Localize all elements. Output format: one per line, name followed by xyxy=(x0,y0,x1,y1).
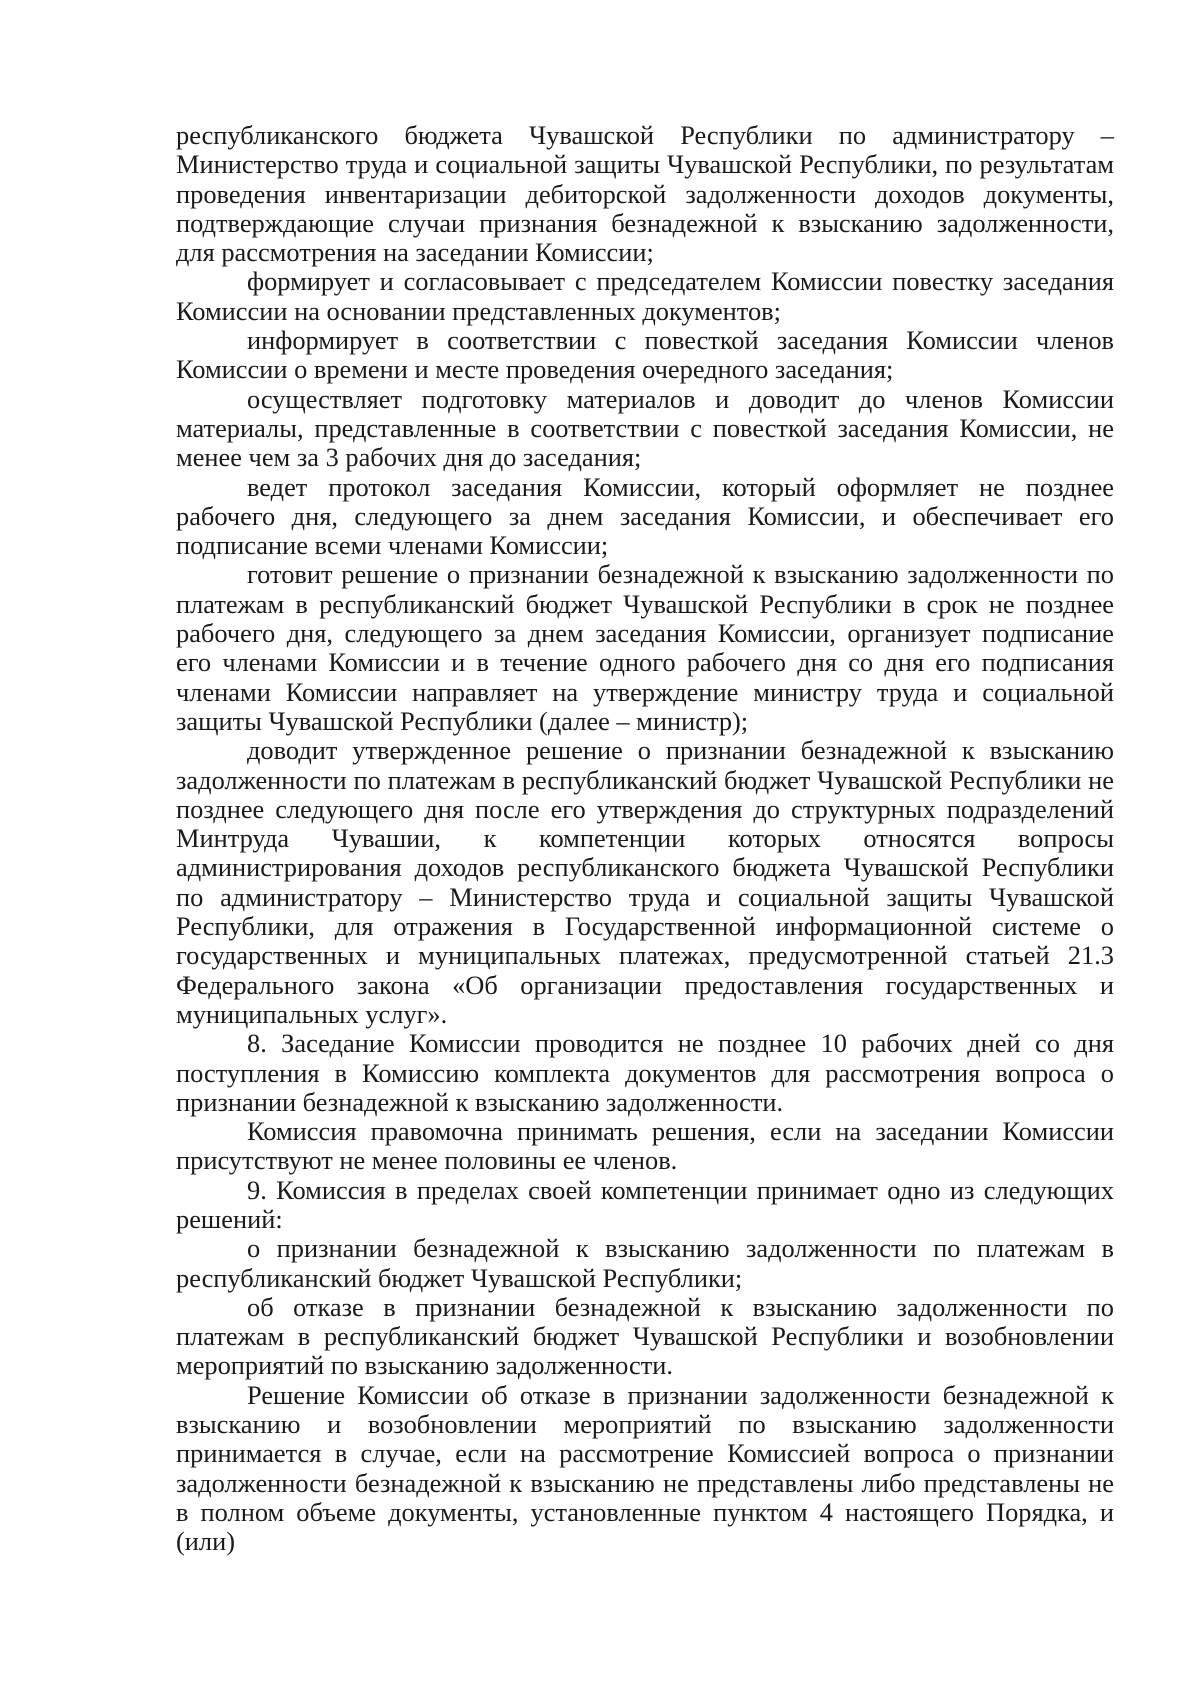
paragraph-prepare-materials: осуществляет подготовку материалов и доводит до членов Комиссии материалы, представленные в соответствии с повесткой заседания Комиссии, не менее чем за 3 рабочих дня до заседания; xyxy=(176,383,1114,473)
paragraph-prepare-decision: готовит решение о признании безнадежной к взысканию задолженности по платежам в республиканский бюджет Чувашской Республики в срок не позднее рабочего дня, следующего за днем заседания Комиссии, организует подписание его членами Комиссии и в течение одного рабочего дня со дня его подписания членами Комиссии направляет на утверждение министру труда и социальной защиты Чувашской Республики (далее – министр); xyxy=(176,559,1114,736)
paragraph-deliver-decision: доводит утвержденное решение о признании безнадежной к взысканию задолженности по платежам в республиканский бюджет Чувашской Республики не позднее следующего дня после его утверждения до структурных подразделений Минтруда Чувашии, к компетенции которых относятся вопросы администрирования доходов республиканского бюджета Чувашской Республики по администратору – Министерство труда и социальной защиты Чувашской Республики, для отражения в Государственной информационной системе о государственных и муниципальных платежах, предусмотренной статьей 21.3 Федерального закона «Об организации предоставления государственных и муниципальных услуг». xyxy=(176,735,1114,1029)
paragraph-protocol: ведет протокол заседания Комиссии, который оформляет не позднее рабочего дня, следующего за днем заседания Комиссии, и обеспечивает его подписание всеми членами Комиссии; xyxy=(176,471,1114,561)
paragraph-item-9: 9. Комиссия в пределах своей компетенции принимает одно из следующих решений: xyxy=(176,1174,1114,1234)
paragraph-refusal-conditions: Решение Комиссии об отказе в признании задолженности безнадежной к взысканию и возобновлении мероприятий по взысканию задолженности принимается в случае, если на рассмотрение Комиссией вопроса о признании задолженности безнадежной к взысканию не представлены либо представлены не в полном объеме документы, установленные пунктом 4 настоящего Порядка, и (или) xyxy=(176,1379,1114,1557)
paragraph-agenda: формирует и согласовывает с председателем Комиссии повестку заседания Комиссии на основании представленных документов; xyxy=(176,266,1114,326)
paragraph-item-8: 8. Заседание Комиссии проводится не позднее 10 рабочих дней со дня поступления в Комиссию комплекта документов для рассмотрения вопроса о признании безнадежной к взысканию задолженности. xyxy=(176,1028,1114,1117)
document-body xyxy=(176,121,1114,1557)
paragraph-continuation: республиканского бюджета Чувашской Республики по администратору – Министерство труда и социальной защиты Чувашской Республики, по результатам проведения инвентаризации дебиторской задолженности доходов документы, подтверждающие случаи признания безнадежной к взысканию задолженности, для рассмотрения на заседании Комиссии; xyxy=(176,120,1114,268)
paragraph-decision-refuse: об отказе в признании безнадежной к взысканию задолженности по платежам в республиканский бюджет Чувашской Республики и возобновлении мероприятий по взысканию задолженности. xyxy=(176,1291,1114,1381)
paragraph-decision-recognize: о признании безнадежной к взысканию задолженности по платежам в республиканский бюджет Чувашской Республики; xyxy=(176,1233,1114,1293)
paragraph-inform-members: информирует в соответствии с повесткой заседания Комиссии членов Комиссии о времени и месте проведения очередного заседания; xyxy=(176,325,1114,385)
paragraph-quorum: Комиссия правомочна принимать решения, если на заседании Комиссии присутствуют не менее половины ее членов. xyxy=(176,1116,1114,1176)
